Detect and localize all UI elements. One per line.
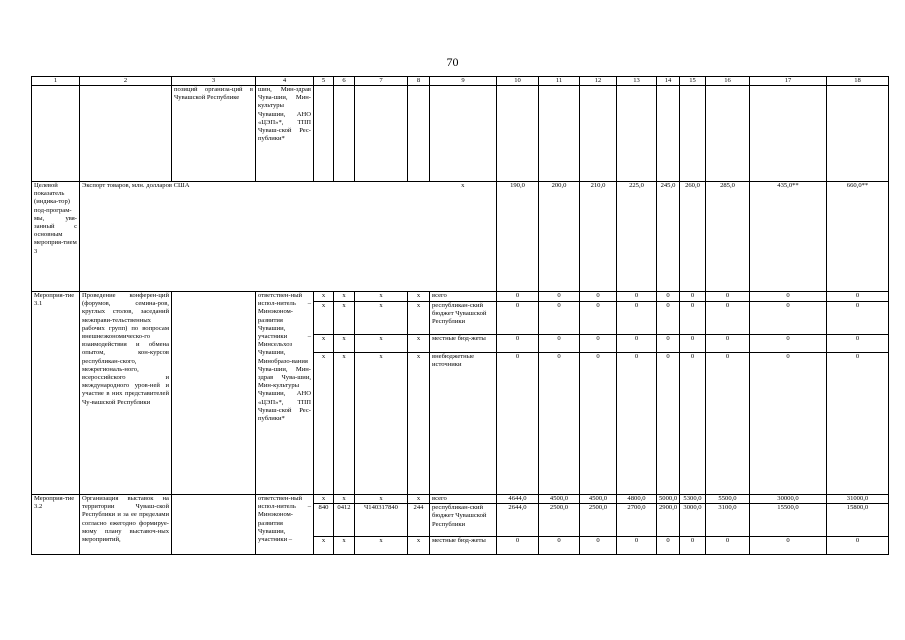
- column-number: 3: [172, 77, 256, 86]
- event-3-2-row-total: [32, 495, 889, 504]
- value-cell: 0: [680, 302, 706, 335]
- value-cell: 4500,0: [539, 495, 580, 504]
- value-cell: 0: [750, 335, 827, 353]
- value-cell: 0: [706, 353, 750, 495]
- value-cell: 285,0: [706, 182, 750, 292]
- column-number: 6: [334, 77, 355, 86]
- value-cell: 2644,0: [497, 504, 539, 537]
- code-cell: x: [314, 292, 334, 302]
- code-cell: x: [355, 335, 408, 353]
- funding-source: республикан-ский бюджет Чувашской Республики: [430, 504, 497, 537]
- code-cell: x: [355, 495, 408, 504]
- value-cell: 0: [827, 302, 889, 335]
- column-number: 10: [497, 77, 539, 86]
- value-cell: 31000,0: [827, 495, 889, 504]
- value-cell: 0: [680, 537, 706, 555]
- value-cell: 0: [617, 537, 657, 555]
- code-cell: x: [408, 335, 430, 353]
- value-cell: 0: [680, 335, 706, 353]
- value-cell: 0: [827, 292, 889, 302]
- column-number: 13: [617, 77, 657, 86]
- value-cell: 210,0: [580, 182, 617, 292]
- value-cell: 0: [706, 335, 750, 353]
- value-cell: 0: [680, 292, 706, 302]
- code-cell: x: [314, 353, 334, 495]
- value-cell: 200,0: [539, 182, 580, 292]
- value-cell: 0: [580, 292, 617, 302]
- event-label: Мероприя-тие 3.1: [32, 292, 80, 495]
- program-table: [31, 76, 889, 555]
- value-cell: 2500,0: [580, 504, 617, 537]
- value-cell: 0: [750, 292, 827, 302]
- value-cell: 4500,0: [580, 495, 617, 504]
- value-cell: 0: [539, 335, 580, 353]
- value-cell: 0: [657, 537, 680, 555]
- column-number: 18: [827, 77, 889, 86]
- event-label: Мероприя-тие 3.2: [32, 495, 80, 555]
- code-cell: x: [408, 353, 430, 495]
- value-cell: 0: [617, 353, 657, 495]
- column-number: 17: [750, 77, 827, 86]
- value-cell: 2900,0: [657, 504, 680, 537]
- code-cell: 244: [408, 504, 430, 537]
- page-number: 70: [446, 55, 459, 69]
- code-cell: x: [334, 292, 355, 302]
- value-cell: 0: [657, 353, 680, 495]
- funding-source: внебюджетные источники: [430, 353, 497, 495]
- value-cell: 2500,0: [539, 504, 580, 537]
- code-cell: x: [355, 302, 408, 335]
- value-cell: 245,0: [657, 182, 680, 292]
- value-cell: 0: [539, 292, 580, 302]
- code-cell: x: [408, 302, 430, 335]
- indicator-name: Экспорт товаров, млн. долларов США: [80, 182, 430, 292]
- funding-source: всего: [430, 495, 497, 504]
- value-cell: 0: [580, 353, 617, 495]
- code-cell: x: [334, 495, 355, 504]
- indicator-label: Целевой показатель (индика-тор) под-програм-мы, увя-занный с основным мероприя-тием 3: [32, 182, 80, 292]
- value-cell: 0: [617, 335, 657, 353]
- value-cell: 0: [750, 537, 827, 555]
- value-cell: 0: [539, 302, 580, 335]
- column-number: 2: [80, 77, 172, 86]
- code-cell: x: [334, 302, 355, 335]
- code-cell: x: [314, 495, 334, 504]
- value-cell: 0: [497, 302, 539, 335]
- code-cell: x: [314, 537, 334, 555]
- code-cell: x: [408, 292, 430, 302]
- value-cell: 0: [539, 353, 580, 495]
- funding-source: местные бюд-жеты: [430, 335, 497, 353]
- value-cell: 0: [497, 353, 539, 495]
- value-cell: 0: [827, 335, 889, 353]
- column-number: 1: [32, 77, 80, 86]
- value-cell: 260,0: [680, 182, 706, 292]
- value-cell: 225,0: [617, 182, 657, 292]
- value-cell: 0: [827, 537, 889, 555]
- code-cell: 840: [314, 504, 334, 537]
- value-cell: 15500,0: [750, 504, 827, 537]
- column-number: 4: [256, 77, 314, 86]
- column-number: 5: [314, 77, 334, 86]
- value-cell: 0: [539, 537, 580, 555]
- column-number: 11: [539, 77, 580, 86]
- event-description: Проведение конферен-ций (форумов, семина-ров, круглых столов, заседаний межправи-тельственных рабочих групп) по вопросам внешнеэкономическо-го взаимодействия и обмена опытом, кон-курсов республикан-ского, межрегиональ-ного, всероссийского и международного уров-ней и участие в них представителей Чу-вашской Республики: [80, 292, 172, 495]
- value-cell: 0: [750, 353, 827, 495]
- value-cell: 0: [706, 537, 750, 555]
- column-number: 12: [580, 77, 617, 86]
- event-executors: ответствен-ный испол-нитель – Минэконом-развития Чувашии, участники – Минсельхоз Чувашии, Минобразо-вания Чува-шии, Мин-здрав Чува-шии, Мин-культуры Чувашии, АНО «ЦЭП»*, ТПП Чуваш-ской Рес-публики*: [256, 292, 314, 495]
- value-cell: 4644,0: [497, 495, 539, 504]
- value-cell: 0: [617, 292, 657, 302]
- funding-source: всего: [430, 292, 497, 302]
- code-cell: 0412: [334, 504, 355, 537]
- funding-source: республикан-ский бюджет Чувашской Республики: [430, 302, 497, 335]
- column-number: 8: [408, 77, 430, 86]
- column-number-row: [32, 77, 889, 86]
- funding-source: местные бюд-жеты: [430, 537, 497, 555]
- column-number: 15: [680, 77, 706, 86]
- code-cell: x: [314, 335, 334, 353]
- value-cell: 0: [680, 353, 706, 495]
- value-cell: 5300,0: [680, 495, 706, 504]
- value-cell: 0: [657, 292, 680, 302]
- value-cell: 4800,0: [617, 495, 657, 504]
- event-executors: ответствен-ный испол-нитель – Минэконом-развития Чувашии, участники –: [256, 495, 314, 555]
- code-cell: x: [408, 495, 430, 504]
- value-cell: 3100,0: [706, 504, 750, 537]
- value-cell: 15800,0: [827, 504, 889, 537]
- value-cell: 0: [706, 302, 750, 335]
- column-number: 16: [706, 77, 750, 86]
- value-cell: 0: [827, 353, 889, 495]
- value-cell: 0: [497, 292, 539, 302]
- continuation-row: [32, 86, 889, 182]
- value-cell: 30000,0: [750, 495, 827, 504]
- code-cell: x: [355, 537, 408, 555]
- event-description: Организация выставок на территории Чуваш-ской Республики и за ее пределами согласно ежегодно формируе-мому плану выставоч-ных мероприятий,: [80, 495, 172, 555]
- event-3-1-row-total: [32, 292, 889, 302]
- code-cell: x: [334, 335, 355, 353]
- code-cell: x: [408, 537, 430, 555]
- code-cell: x: [314, 302, 334, 335]
- value-cell: 0: [580, 335, 617, 353]
- column-number: 14: [657, 77, 680, 86]
- value-cell: 3000,0: [680, 504, 706, 537]
- value-cell: 0: [657, 302, 680, 335]
- code-cell: x: [334, 537, 355, 555]
- column-number: 9: [430, 77, 497, 86]
- value-cell: 0: [617, 302, 657, 335]
- value-cell: 0: [706, 292, 750, 302]
- value-cell: 2700,0: [617, 504, 657, 537]
- continuation-col3: позиций организа-ций в Чувашской Республике: [172, 86, 256, 182]
- code-cell: Ч140317840: [355, 504, 408, 537]
- value-cell: 0: [497, 537, 539, 555]
- value-cell: 190,0: [497, 182, 539, 292]
- indicator-x: x: [430, 182, 497, 292]
- value-cell: 0: [580, 302, 617, 335]
- value-cell: 660,0**: [827, 182, 889, 292]
- value-cell: 0: [750, 302, 827, 335]
- value-cell: 0: [580, 537, 617, 555]
- value-cell: 435,0**: [750, 182, 827, 292]
- value-cell: 0: [657, 335, 680, 353]
- code-cell: x: [334, 353, 355, 495]
- indicator-row: [32, 182, 889, 292]
- column-number: 7: [355, 77, 408, 86]
- value-cell: 0: [497, 335, 539, 353]
- value-cell: 5500,0: [706, 495, 750, 504]
- continuation-col4: шин, Мин-здрав Чува-шии, Мин-культуры Чувашии, АНО «ЦЭП»*, ТПП Чуваш-ской Рес-публики*: [256, 86, 314, 182]
- value-cell: 5000,0: [657, 495, 680, 504]
- code-cell: x: [355, 292, 408, 302]
- code-cell: x: [355, 353, 408, 495]
